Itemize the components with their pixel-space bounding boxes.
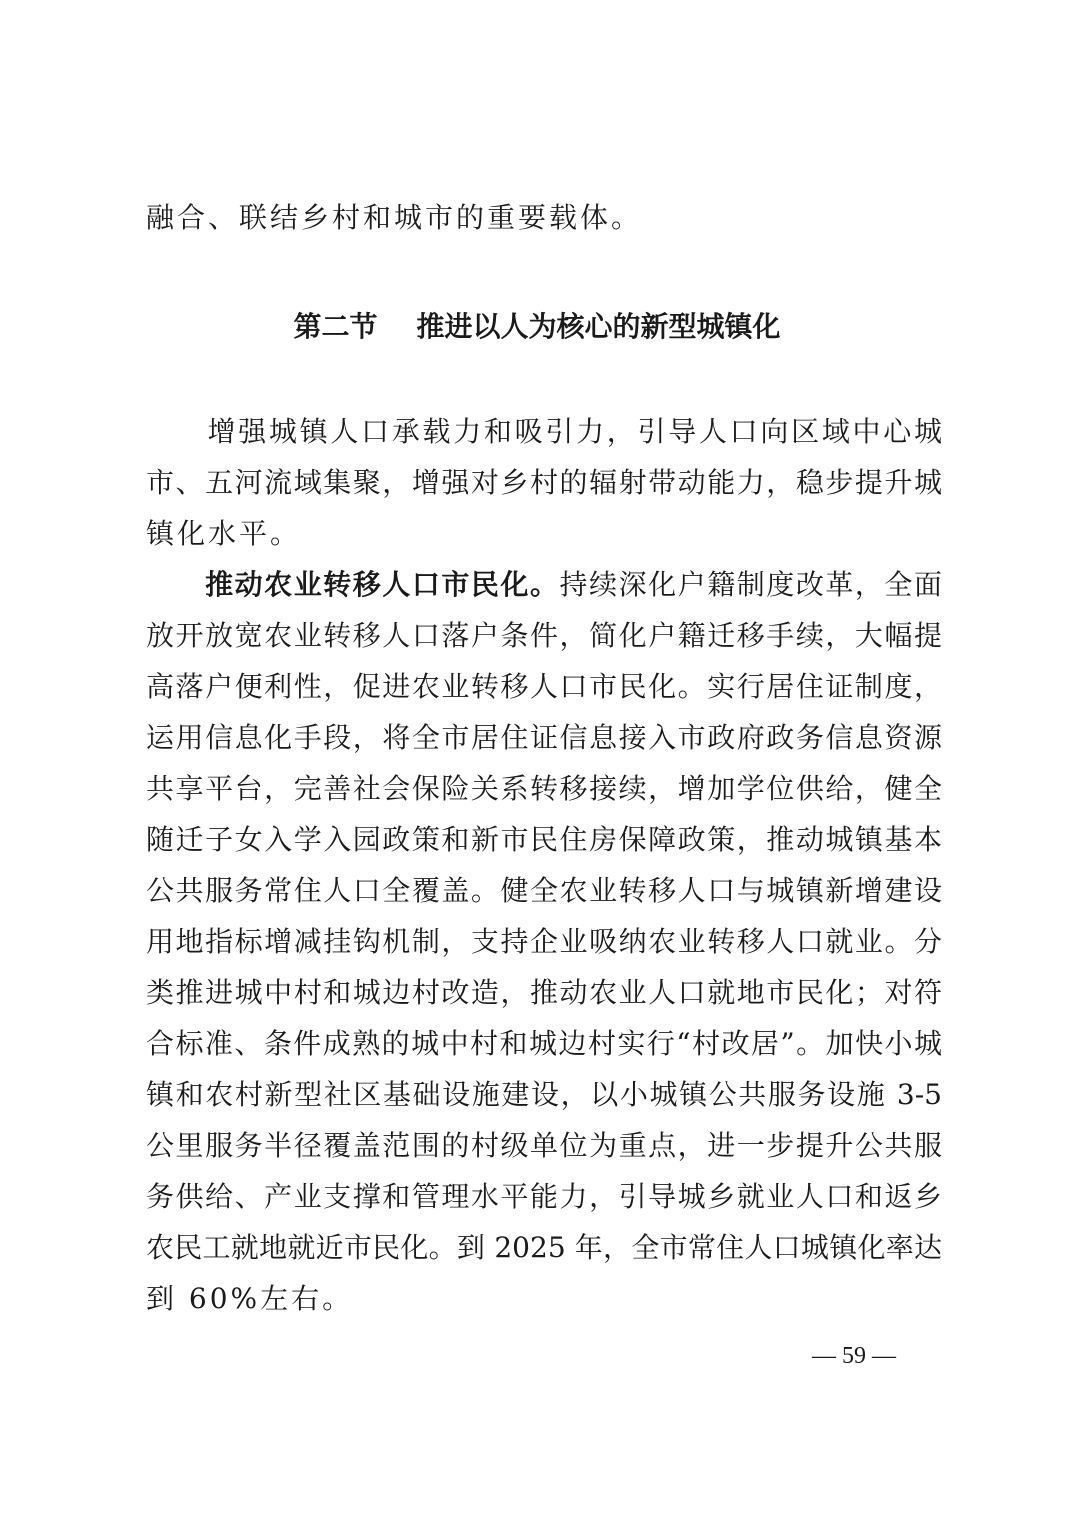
paragraph-line: 市、五河流域集聚，增强对乡村的辐射带动能力，稳步提升城 bbox=[146, 466, 942, 499]
paragraph-line: 随迁子女入学入园政策和新市民住房保障政策，推动城镇基本 bbox=[146, 823, 942, 856]
paragraph-line: 高落户便利性，促进农业转移人口市民化。实行居住证制度， bbox=[146, 670, 942, 703]
paragraph-line: 务供给、产业支撑和管理水平能力，引导城乡就业人口和返乡 bbox=[146, 1180, 942, 1213]
paragraph-line: 放开放宽农业转移人口落户条件，简化户籍迁移手续，大幅提 bbox=[146, 619, 942, 652]
paragraph-line bbox=[146, 565, 942, 605]
paragraph-line: 公共服务常住人口全覆盖。健全农业转移人口与城镇新增建设 bbox=[146, 874, 942, 907]
paragraph-line: 公里服务半径覆盖范围的村级单位为重点，进一步提升公共服 bbox=[146, 1129, 942, 1162]
paragraph-line: 用地指标增减挂钩机制，支持企业吸纳农业转移人口就业。分 bbox=[146, 925, 942, 958]
paragraph-line: 镇和农村新型社区基础设施建设，以小城镇公共服务设施 3-5 bbox=[146, 1078, 942, 1111]
paragraph-line: 农民工就地就近市民化。到 2025 年，全市常住人口城镇化率达 bbox=[146, 1231, 942, 1264]
paragraph-line: 合标准、条件成熟的城中村和城边村实行“村改居”。加快小城 bbox=[146, 1027, 942, 1060]
paragraph-line: 到 60%左右。 bbox=[146, 1282, 354, 1315]
paragraph-line: 运用信息化手段，将全市居住证信息接入市政府政务信息资源 bbox=[146, 721, 942, 754]
page-number: — 59 — bbox=[812, 1343, 896, 1369]
paragraph-lead-heading: 推动农业转移人口市民化。 bbox=[205, 568, 560, 601]
paragraph-line: 类推进城中村和城边村改造，推动农业人口就地市民化；对符 bbox=[146, 976, 942, 1009]
paragraph-line: 共享平台，完善社会保险关系转移接续，增加学位供给，健全 bbox=[146, 772, 942, 805]
continuation-line: 融合、联结乡村和城市的重要载体。 bbox=[146, 201, 643, 234]
paragraph-line-rest: 持续深化户籍制度改革，全面 bbox=[559, 568, 942, 601]
paragraph-line: 镇化水平。 bbox=[146, 517, 302, 550]
section-heading: 第二节 推进以人为核心的新型城镇化 bbox=[293, 310, 781, 343]
paragraph-line: 增强城镇人口承载力和吸引力，引导人口向区域中心城 bbox=[146, 415, 942, 448]
